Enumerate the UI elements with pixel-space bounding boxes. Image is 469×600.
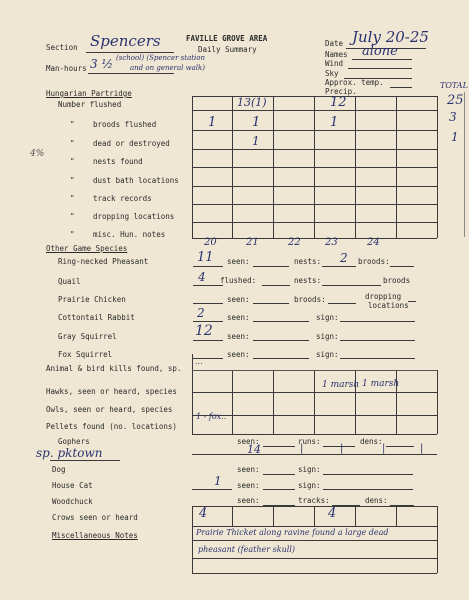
rule — [437, 526, 438, 573]
form-subtitle: Daily Summary — [198, 45, 257, 54]
quail-nests: nests: — [294, 276, 322, 285]
rabbit-sign: sign: — [316, 313, 339, 322]
gopher-tally: | — [340, 443, 344, 454]
gophers-seen: seen: — [237, 437, 260, 446]
fox-squirrel-label: Fox Squirrel — [58, 350, 113, 359]
bullet: " — [70, 194, 75, 203]
chicken-droppings: dropping — [365, 292, 402, 301]
section-underline — [86, 52, 174, 53]
wind-label: Wind — [325, 59, 344, 68]
dog-sign: sign: — [298, 465, 321, 474]
rule — [192, 526, 193, 573]
gray-seen: seen: — [227, 332, 250, 341]
fox-seen: seen: — [227, 350, 250, 359]
misc-note-line-1: Prairie Thicket along ravine found a large dead — [196, 528, 389, 537]
misc-note-line-2: pheasant (feather skull) — [198, 545, 295, 554]
bullet: " — [70, 230, 75, 239]
partridge-heading: Hungarian Partridge — [46, 89, 132, 98]
rabbit-label: Cottontail Rabbit — [58, 313, 135, 322]
partridge-mark: 13(1) — [237, 96, 267, 109]
hawks-mark: 1 marsh — [362, 379, 400, 389]
rule — [192, 540, 437, 541]
game-heading: Other Game Species — [46, 244, 128, 253]
pheasant-broods: broods: — [358, 257, 390, 266]
manhours-underline — [88, 73, 174, 74]
date-value: July 20-25 — [352, 28, 429, 46]
chicken-broods: broods: — [294, 295, 326, 304]
partridge-row-broods: broods flushed — [93, 120, 157, 129]
crows-mark: 4 — [328, 506, 337, 521]
gray-sign: sign: — [316, 332, 339, 341]
blank-line — [263, 446, 295, 447]
partridge-row-misc: misc. Hun. notes — [93, 230, 166, 239]
blank-line — [253, 303, 289, 304]
chicken-seen: seen: — [227, 295, 250, 304]
cat-value: 1 — [214, 474, 222, 488]
hawks-mark: 1 marsh — [322, 380, 360, 390]
quail-flushed: flushed: — [220, 276, 257, 285]
partridge-row-nests: nests found — [93, 157, 143, 166]
blank-line — [322, 285, 356, 286]
rabbit-seen: seen: — [227, 313, 250, 322]
woodchuck-label: Woodchuck — [52, 497, 93, 506]
pellets-label: Pellets found (no. locations) — [46, 422, 177, 431]
pheasant-nests-value: 2 — [340, 251, 348, 265]
blank-line — [323, 489, 413, 490]
fox-sign: sign: — [316, 350, 339, 359]
blank-line — [355, 285, 381, 286]
blank-line — [193, 285, 223, 286]
blank-line — [193, 303, 223, 304]
rule — [192, 573, 437, 574]
blank-line — [193, 266, 223, 267]
blank-line — [193, 340, 223, 341]
form-title: FAVILLE GROVE AREA — [186, 34, 268, 43]
total-value: 3 — [449, 110, 457, 124]
pheasant-label: Ring-necked Pheasant — [58, 257, 149, 266]
blank-line — [328, 303, 356, 304]
blank-line — [323, 446, 355, 447]
crows-mark: 4 — [199, 506, 208, 521]
manhours-note-2: and on general walk) — [130, 64, 205, 72]
cat-sign: sign: — [298, 481, 321, 490]
section-label: Section — [46, 43, 78, 52]
total-rule — [464, 92, 465, 237]
temp-underline — [390, 87, 412, 88]
names-underline — [352, 59, 412, 60]
gophers-species: sp. pktown — [36, 446, 103, 460]
quail-value: 4 — [198, 270, 206, 284]
wind-underline — [348, 68, 412, 69]
blank-line — [262, 285, 290, 286]
total-value: 1 — [451, 130, 459, 144]
partridge-row-dropping: dropping locations — [93, 212, 175, 221]
cat-label: House Cat — [52, 481, 93, 490]
dog-seen: seen: — [237, 465, 260, 474]
partridge-row-dust: dust bath locations — [93, 176, 179, 185]
partridge-row-dead: dead or destroyed — [93, 139, 170, 148]
blank-line — [192, 489, 232, 490]
blank-line — [50, 460, 120, 461]
bullet: " — [70, 120, 75, 129]
total-value: 25 — [447, 93, 464, 108]
pheasant-seen: seen: — [227, 257, 250, 266]
rule — [192, 558, 437, 559]
blank-line — [263, 489, 295, 490]
crows-label: Crows seen or heard — [52, 513, 138, 522]
day-header: 22 — [288, 237, 301, 248]
manhours-label: Man-hours — [46, 64, 87, 73]
day-header: 20 — [204, 237, 217, 248]
rule — [192, 370, 437, 371]
blank-line — [340, 321, 415, 322]
rule — [192, 454, 437, 455]
partridge-row-number-flushed: Number flushed — [58, 100, 122, 109]
bullet: " — [70, 176, 75, 185]
partridge-row-track: track records — [93, 194, 152, 203]
woodchuck-tracks: tracks: — [298, 496, 330, 505]
blank-line — [263, 474, 295, 475]
blank-line — [386, 446, 414, 447]
quail-broods: broods — [383, 276, 411, 285]
hawks-label: Hawks, seen or heard, species — [46, 387, 177, 396]
blank-line — [323, 474, 413, 475]
gophers-value: 14 — [247, 443, 261, 456]
partridge-mark: 1 — [252, 115, 261, 130]
gophers-runs: runs: — [298, 437, 321, 446]
kills-label: Animal & bird kills found, sp. — [46, 364, 182, 373]
blank-line — [253, 358, 309, 359]
chicken-label: Prairie Chicken — [58, 295, 126, 304]
day-header: 24 — [367, 237, 380, 248]
pheasant-nests: nests: — [294, 257, 322, 266]
section-value: Spencers — [90, 32, 161, 50]
date-label: Date — [325, 39, 344, 48]
temp-label: Approx. temp. — [325, 78, 384, 87]
partridge-mark: 1 — [330, 115, 339, 130]
blank-line — [340, 358, 415, 359]
rabbit-value: 2 — [197, 306, 205, 320]
blank-line — [253, 266, 289, 267]
gopher-tally: | — [382, 443, 386, 454]
precip-label: Precip. — [325, 87, 357, 96]
day-header: 21 — [246, 237, 259, 248]
partridge-mark: 1 — [208, 115, 217, 130]
cat-seen: seen: — [237, 481, 260, 490]
pellets-note: 1 - fox.. — [196, 412, 227, 421]
manhours-value: 3 ½ — [90, 57, 114, 71]
partridge-mark: 1 — [252, 134, 260, 148]
day-header: 23 — [325, 237, 338, 248]
bullet: " — [70, 139, 75, 148]
manhours-note-1: (school) (Spencer station — [116, 54, 206, 62]
blank-line — [322, 266, 356, 267]
chicken-droppings: locations — [368, 301, 409, 310]
dog-label: Dog — [52, 465, 66, 474]
blank-line — [340, 340, 415, 341]
sky-label: Sky — [325, 69, 339, 78]
names-label: Names — [325, 50, 348, 59]
blank-line — [193, 321, 223, 322]
names-value: alone — [362, 44, 398, 59]
gopher-tally: | — [300, 443, 304, 454]
total-label: TOTAL — [440, 81, 468, 90]
quail-label: Quail — [58, 277, 81, 286]
gray-squirrel-label: Gray Squirrel — [58, 332, 117, 341]
kills-note: ... — [195, 357, 203, 366]
pheasant-value: 11 — [197, 250, 214, 265]
gray-squirrel-value: 12 — [195, 323, 213, 339]
woodchuck-dens: dens: — [365, 496, 388, 505]
gophers-label: Gophers — [58, 437, 90, 446]
blank-line — [390, 266, 414, 267]
bullet: " — [70, 157, 75, 166]
gopher-tally: | — [420, 443, 424, 454]
woodchuck-seen: seen: — [237, 496, 260, 505]
blank-line — [408, 301, 416, 302]
blank-line — [253, 321, 309, 322]
misc-notes-label: Miscellaneous Notes — [52, 531, 138, 540]
margin-mark: 4% — [30, 149, 45, 159]
blank-line — [253, 340, 309, 341]
partridge-mark: 12 — [330, 95, 347, 110]
owls-label: Owls, seen or heard, species — [46, 405, 173, 414]
gophers-dens: dens: — [360, 437, 383, 446]
bullet: " — [70, 212, 75, 221]
